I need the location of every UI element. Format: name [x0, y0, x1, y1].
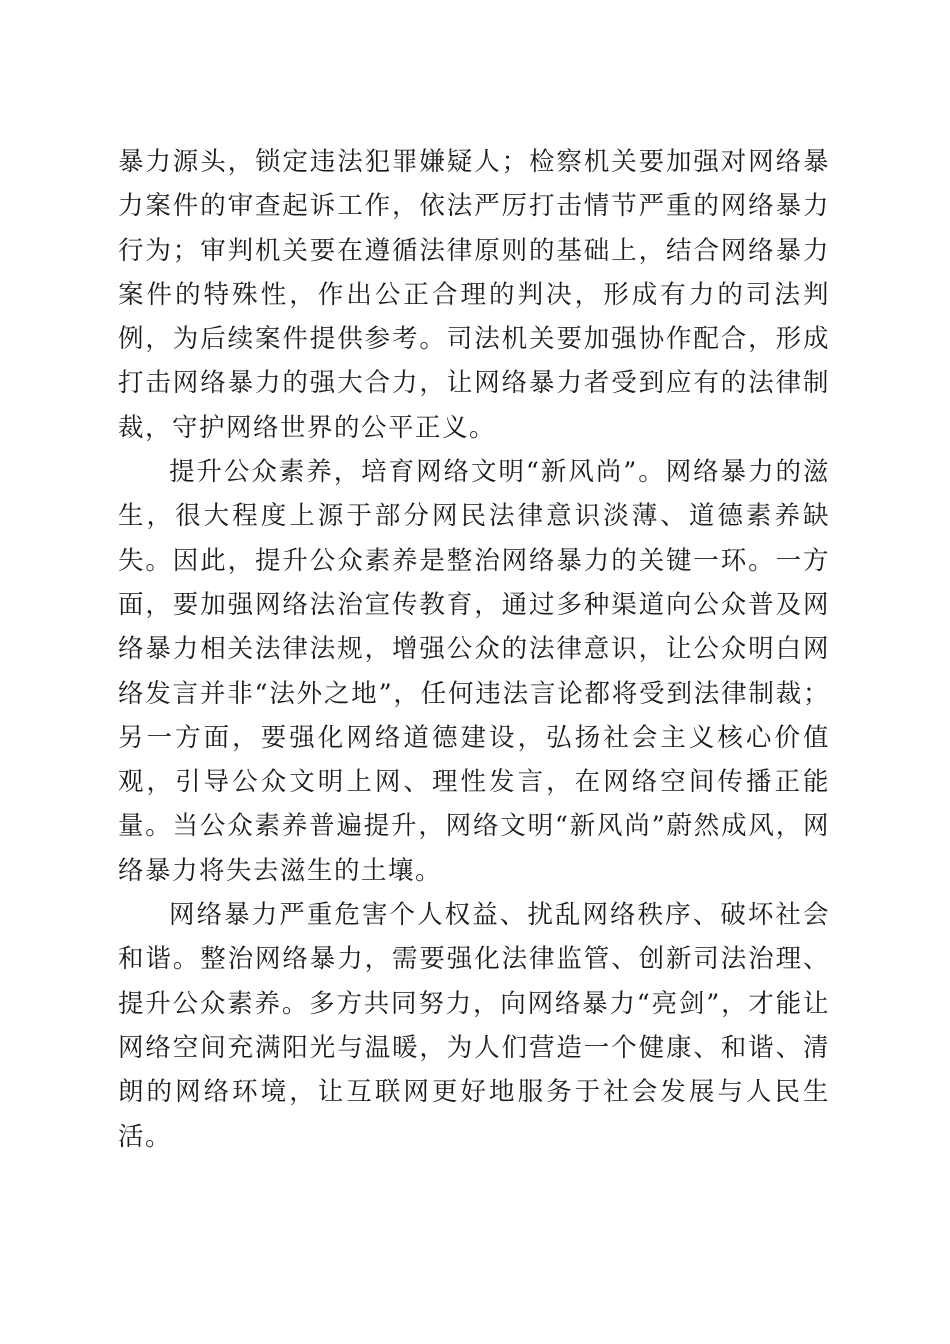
document-body: [118, 140, 830, 1159]
paragraph-conclusion: 网络暴力严重危害个人权益、扰乱网络秩序、破坏社会和谐。整治网络暴力，需要强化法律监管、创新司法治理、提升公众素养。多方共同努力，向网络暴力“亮剑”，才能让网络空间充满阳光与温暖，为人们营造一个健康、和谐、清朗的网络环境，让互联网更好地服务于社会发展与人民生活。: [118, 900, 830, 1152]
paragraph-continuation: 暴力源头，锁定违法犯罪嫌疑人；检察机关要加强对网络暴力案件的审查起诉工作，依法严厉打击情节严重的网络暴力行为；审判机关要在遵循法律原则的基础上，结合网络暴力案件的特殊性，作出公正合理的判决，形成有力的司法判例，为后续案件提供参考。司法机关要加强协作配合，形成打击网络暴力的强大合力，让网络暴力者受到应有的法律制裁，守护网络世界的公平正义。: [118, 147, 830, 443]
paragraph-public-literacy: 提升公众素养，培育网络文明“新风尚”。网络暴力的滋生，很大程度上源于部分网民法律意识淡薄、道德素养缺失。因此，提升公众素养是整治网络暴力的关键一环。一方面，要加强网络法治宣传教育，通过多种渠道向公众普及网络暴力相关法律法规，增强公众的法律意识，让公众明白网络发言并非“法外之地”，任何违法言论都将受到法律制裁；另一方面，要强化网络道德建设，弘扬社会主义核心价值观，引导公众文明上网、理性发言，在网络空间传播正能量。当公众素养普遍提升，网络文明“新风尚”蔚然成风，网络暴力将失去滋生的土壤。: [118, 457, 830, 886]
